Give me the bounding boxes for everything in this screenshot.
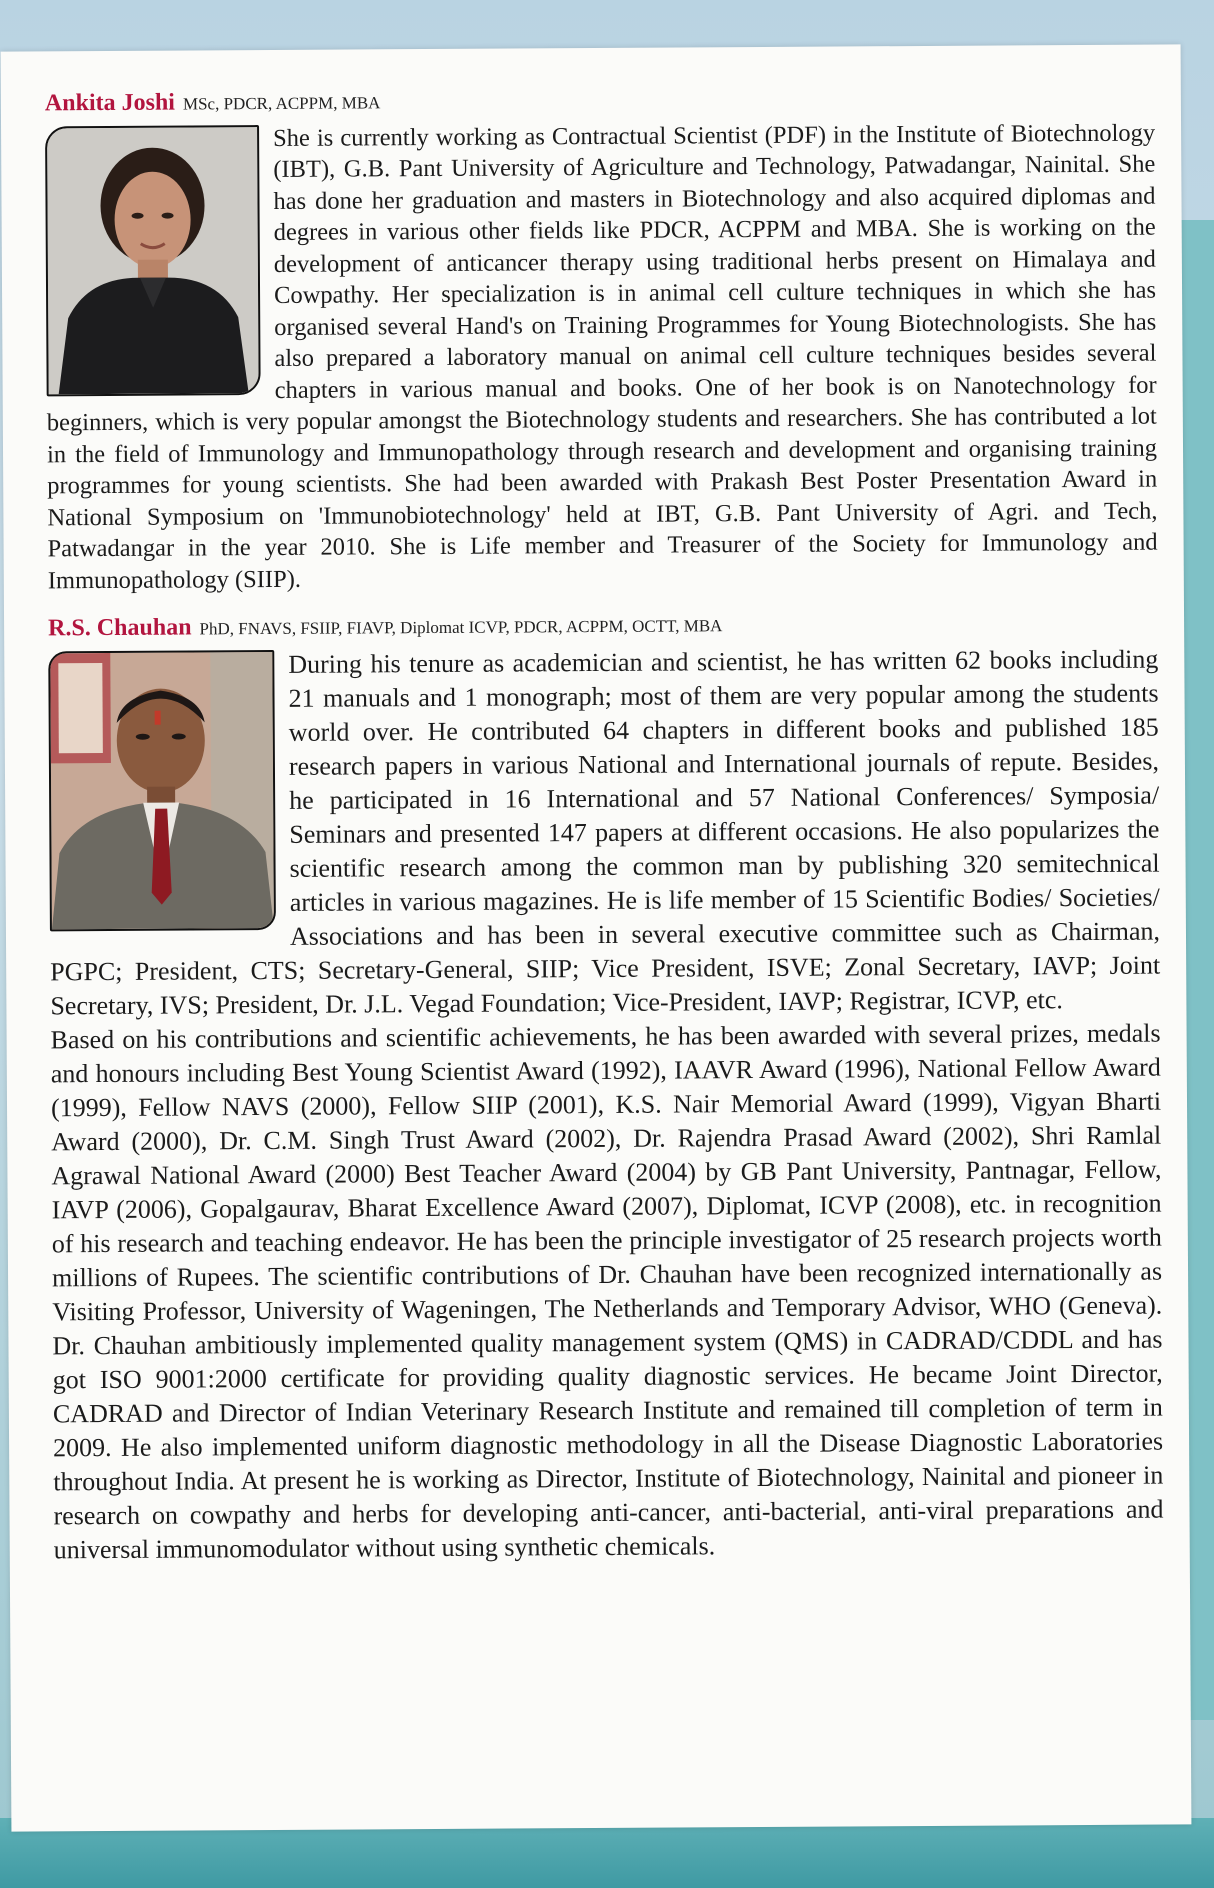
author-photo: [45, 125, 261, 396]
author-awards-paragraph: Based on his contributions and scientific achievements, he has been awarded with several prizes, medals and honours including Best Young Scientist Award (1992), IAAVR Award (1996), National Fellow Award (1999), Fellow NAVS (2000), Fellow SIIP (2001), K.S. Nair Memorial Award (1999), Vigyan Bharti Award (2000), Dr. C.M. Singh Trust Award (2002), Dr. Rajendra Prasad Award (2002), Shri Ramlal Agrawal National Award (2000) Best Teacher Award (2004) by GB Pant University, Pantnagar, Fellow, IAVP (2006), Gopalgaurav, Bharat Excellence Award (2007), Diplomat, ICVP (2008), etc. in recognition of his research and teaching endeavor. He has been the principle investigator of 25 research projects worth millions of Rupees. The scientific contributions of Dr. Chauhan have been recognized internationally as Visiting Professor, University of Wageningen, The Netherlands and Temporary Advisor, WHO (Geneva). Dr. Chauhan ambitiously implemented quality management system (QMS) in CADRAD/CDDL and has got ISO 9001:2000 certificate for providing quality diagnostic services. He became Joint Director, CADRAD and Director of Indian Veterinary Research Institute and remained till completion of term in 2009. He also implemented uniform diagnostic methodology in all the Disease Diagnostic Laboratories throughout India. At present he is working as Director, Institute of Biotechnology, Nainital and pioneer in research on cowpathy and herbs for developing anti-cancer, anti-bacterial, anti-viral preparations and universal immunomodulator without using synthetic chemicals.: [50, 1018, 1164, 1565]
author-biography: She is currently working as Contractual Scientist (PDF) in the Institute of Biotechnology (IBT), G.B. Pant University of Agriculture and Technology, Patwadangar, Nainital. She has done her graduation and masters in Biotechnology and also acquired diplomas and degrees in various other fields like PDCR, ACPPM and MBA. She is working on the development of anticancer therapy using traditional herbs present on Himalaya and Cowpathy. Her specialization is in animal cell culture techniques in which she has organised several Hand's on Training Programmes for Young Biotechnologists. She has also prepared a laboratory manual on animal cell culture techniques besides several chapters in various manual and books. One of her book is on Nanotechnology for beginners, which is very popular amongst the Biotechnology students and researchers. She has contributed a lot in the field of Immunology and Immunopathology through research and development and organising training programmes for young scientists. She had been awarded with Prakash Best Poster Presentation Award in National Symposium on 'Immunobiotechnology' held at IBT, G.B. Pant University of Agri. and Tech, Patwadangar in the year 2010. She is Life member and Treasurer of the Society for Immunology and Immunopathology (SIIP).: [46, 119, 1158, 595]
author-heading: [45, 83, 1155, 119]
author-profile-chauhan: [48, 608, 1164, 1568]
author-name: Ankita Joshi: [44, 89, 176, 117]
portrait-woman-image: [47, 127, 259, 394]
book-back-page: [1, 44, 1192, 1831]
portrait-man-image: [50, 652, 274, 929]
author-qualifications: PhD, FNAVS, FSIIP, FIAVP, Diplomat ICVP, PDCR, ACPPM, OCTT, MBA: [199, 616, 723, 639]
author-name: R.S. Chauhan: [48, 614, 192, 642]
author-biography: During his tenure as academician and scientist, he has written 62 books including 21 manuals and 1 monograph; most of them are very popular among the students world over. He contributed 64 chapters in different books and published 185 research papers in various National and International journals of repute. Besides, he participated in 16 International and 57 National Conferences/ Symposia/ Seminars and presented 147 papers at different occasions. He also popularizes the scientific research among the common man by publishing 320 semitechnical articles in various magazines. He is life member of 15 Scientific Bodies/ Societies/ Associations and has been in several executive committee such as Chairman, PGPC; President, CTS; Secretary-General, SIIP; Vice President, ISVE; Zonal Secretary, IAVP; Joint Secretary, IVS; President, Dr. J.L. Vegad Foundation; Vice-President, IAVP; Registrar, ICVP, etc.: [50, 644, 1161, 1021]
author-bios: [45, 83, 1164, 1568]
author-profile-joshi: [45, 83, 1158, 597]
author-heading: [48, 608, 1158, 644]
author-qualifications: MSc, PDCR, ACPPM, MBA: [182, 93, 381, 114]
author-photo: [48, 650, 276, 931]
